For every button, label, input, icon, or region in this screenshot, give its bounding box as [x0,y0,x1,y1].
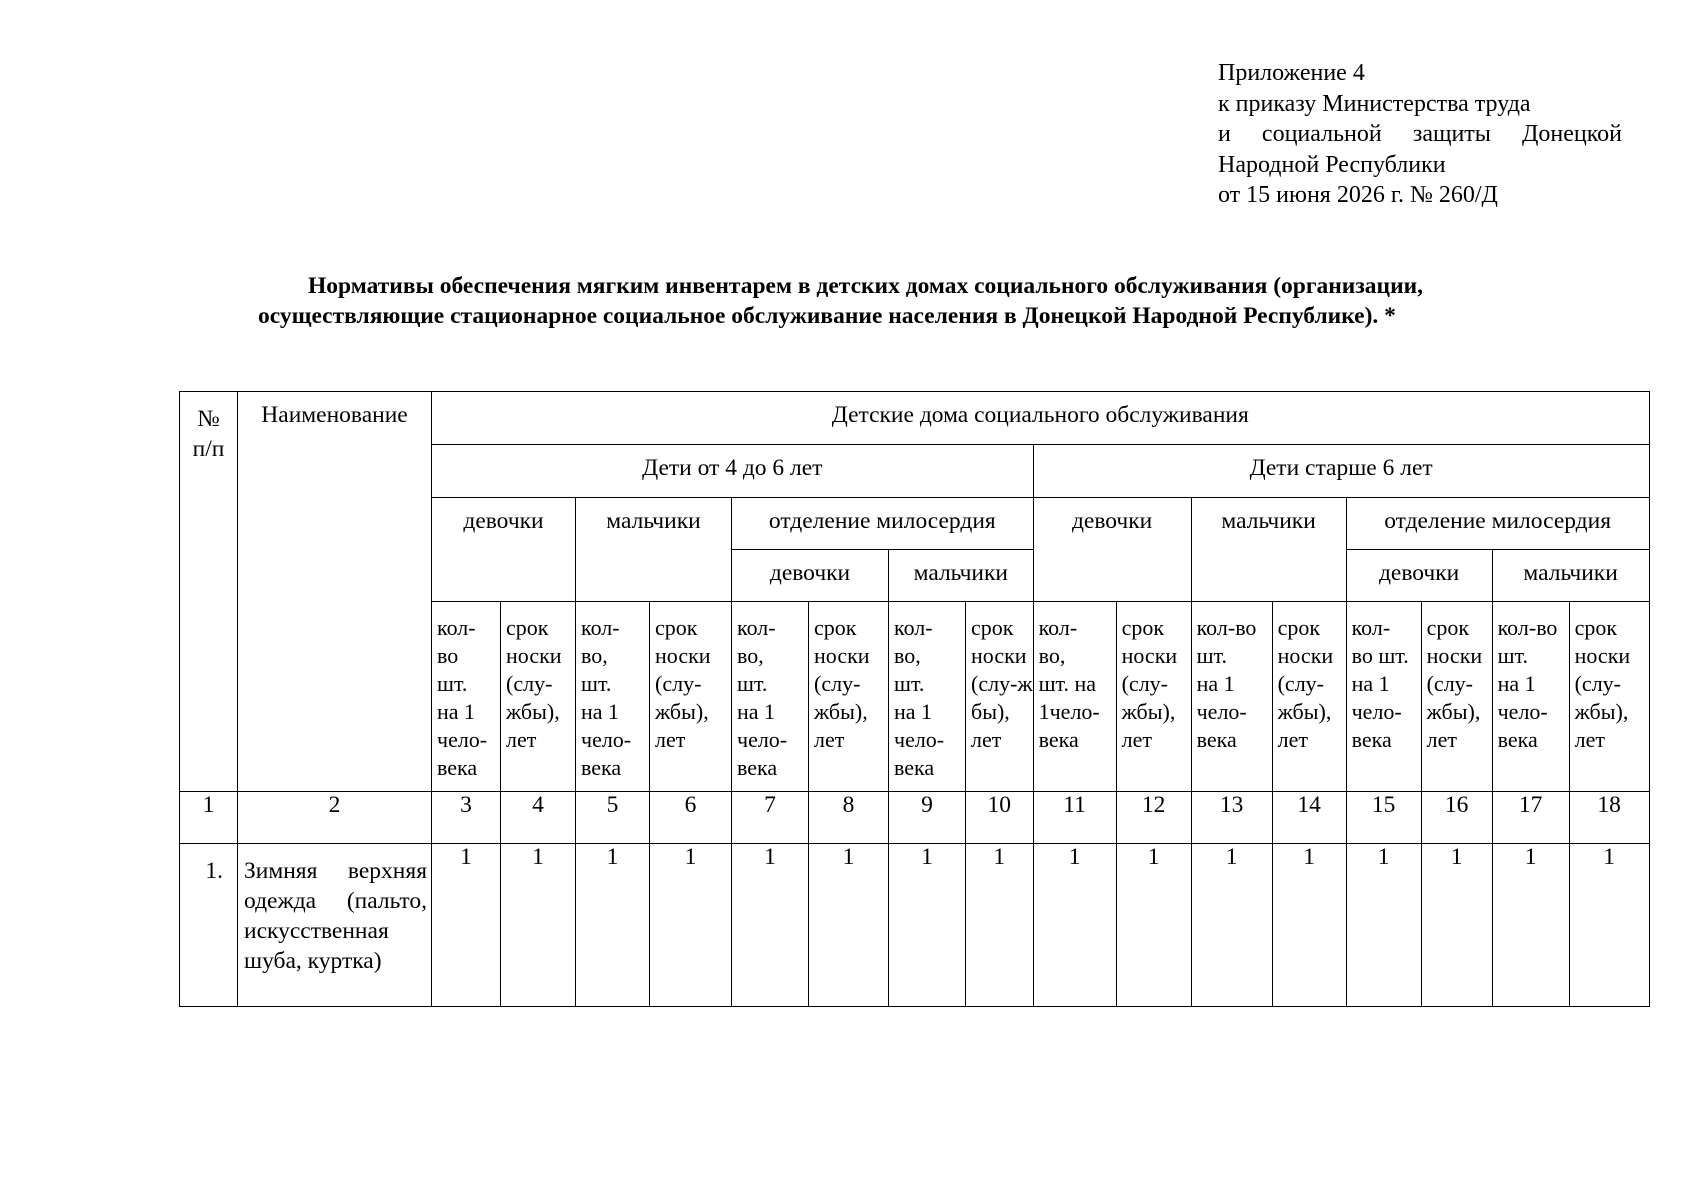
subheader-cell-line: чело- [581,727,632,752]
title-line-2: осуществляющие стационарное социальное обслуживание населения в Донецкой Народной Республике). * [258,303,1396,329]
subheader-cell-line: (слу-ж [971,671,1033,696]
subheader-cell-line: века [894,755,935,780]
subheader-cell-line: шт. на [1038,671,1097,696]
subheader-cell-line: шт. [737,671,768,696]
subheader-cell-line: срок [1121,615,1165,640]
column-number-cell: 16 [1421,792,1492,844]
subheader-cell-line: чело- [894,727,945,752]
subheader-cell-line: жбы), [1121,699,1176,724]
row-value: 1 [1492,844,1569,1007]
subheader-cell-line: во, [737,643,764,668]
appendix-line-3: и социальной защиты Донецкой [1218,121,1622,147]
subheader-cell-line: лет [655,727,686,752]
row-value: 1 [501,844,576,1007]
subheader-cell-line: века [1497,727,1538,752]
row-value: 1 [1272,844,1346,1007]
subheader-cell-line: века [737,755,778,780]
subheader-cell-line: века [1196,727,1237,752]
header-g1-mercy-girls-label: девочки [769,560,851,586]
subheader-cell [1272,602,1346,792]
subheader-cell-line: шт. [437,671,468,696]
subheader-cell-line: жбы), [814,699,868,724]
header-g2-mercy-girls-label: девочки [1378,560,1460,586]
row-value: 1 [1569,844,1649,1007]
header-group-4-6 [432,445,1034,498]
header-main-label: Детские дома социального обслуживания [831,402,1249,428]
column-number-cell: 13 [1191,792,1272,844]
row-value: 1 [1191,844,1272,1007]
header-number-symbol: № [197,406,220,432]
subheader-cell-line: срок [1426,615,1470,640]
subheader-cell-line: (слу- [1426,671,1474,696]
subheader-cell-line: лет [1574,727,1605,752]
subheader-cell-line: чело- [1351,699,1402,724]
subheader-cell [1191,602,1272,792]
row-value: 1 [1421,844,1492,1007]
subheader-cell [1569,602,1649,792]
subheader-cell [1421,602,1492,792]
subheader-cell-line: кол-во [1196,615,1257,640]
column-number-cell: 8 [809,792,889,844]
header-main [432,392,1650,445]
subheader-cell-line: на 1 [1497,671,1536,696]
subheader-cell [1116,602,1191,792]
document-title [0,271,1697,331]
header-g2-mercy-boys-label: мальчики [1523,560,1618,586]
column-number-cell: 6 [650,792,732,844]
subheader-cell-line: кол-во [1497,615,1558,640]
row-value: 1 [966,844,1034,1007]
subheader-cell-line: кол- [437,615,476,640]
header-name-label: Наименование [261,402,408,428]
subheader-cell-line: срок [655,615,698,640]
column-number-cell: 17 [1492,792,1569,844]
subheader-cell-line: на 1 [581,699,620,724]
header-group-4-6-label: Дети от 4 до 6 лет [642,455,823,481]
column-number-cell: 5 [576,792,650,844]
subheader-cell-line: жбы), [1426,699,1481,724]
header-g1-boys-label: мальчики [606,508,701,534]
header-g1-mercy-label: отделение милосердия [768,508,996,534]
header-g1-mercy [732,498,1034,550]
row-value: 1 [1346,844,1421,1007]
row-value: 1 [650,844,732,1007]
subheader-cell-line: (слу- [506,671,553,696]
subheader-cell-line: шт. [894,671,925,696]
subheader-cell-line: 1чело- [1038,699,1100,724]
subheader-cell [650,602,732,792]
header-g1-mercy-girls [732,550,889,602]
header-g1-mercy-boys-label: мальчики [913,560,1008,586]
subheader-cell-line: на 1 [437,699,476,724]
header-g1-girls-label: девочки [463,508,544,534]
subheader-cell-line: во, [581,643,608,668]
subheader-cell-line: срок [971,615,1014,640]
subheader-cell-line: шт. [1497,643,1529,668]
subheader-cell-line: кол- [894,615,933,640]
subheader-cell-line: жбы), [1574,699,1629,724]
column-number-cell: 10 [966,792,1034,844]
column-number-cell: 18 [1569,792,1649,844]
subheader-cell-line: срок [1574,615,1618,640]
row-item-name: Зимняя верхняя одежда (пальто, искусственная шуба, куртка) [238,844,432,1007]
subheader-cell-line: века [1351,727,1392,752]
subheader-cell-line: (слу- [1574,671,1622,696]
header-g1-mercy-boys [889,550,1034,602]
subheader-cell-line: во шт. [1351,643,1409,668]
row-value: 1 [809,844,889,1007]
column-number-cell: 14 [1272,792,1346,844]
subheader-cell-line: на 1 [894,699,933,724]
header-g2-girls-label: девочки [1071,508,1153,534]
subheader-cell [966,602,1034,792]
subheader-cell [501,602,576,792]
subheader-cell-line: на 1 [1196,671,1235,696]
column-number-cell: 3 [432,792,501,844]
row-value: 1 [576,844,650,1007]
header-name [238,392,432,792]
header-g2-girls [1033,498,1191,602]
subheader-cell-line: лет [1121,727,1152,752]
header-g2-mercy [1346,498,1649,550]
appendix-line-1: Приложение 4 [1218,60,1365,86]
subheader-cell-line: чело- [437,727,488,752]
subheader-cell-line: во, [894,643,921,668]
subheader-cell-line: носки [655,643,711,668]
subheader-cell [889,602,966,792]
subheader-cell-line: жбы), [506,699,560,724]
subheader-cell-line: срок [814,615,857,640]
subheader-cell-line: срок [1277,615,1321,640]
subheader-cell-line: носки [1426,643,1483,668]
subheader-cell-line: века [581,755,622,780]
subheader-cell-line: чело- [1497,699,1548,724]
appendix-line-4: Народной Республики [1218,151,1446,178]
subheader-cell [576,602,650,792]
row-value: 1 [1116,844,1191,1007]
subheader-cell-line: кол- [1038,615,1078,640]
title-line-1: Нормативы обеспечения мягким инвентарем в детских домах социального обслуживания (организации, [308,273,1424,299]
row-value: 1 [432,844,501,1007]
appendix-line-2: к приказу Министерства труда [1218,90,1531,117]
subheader-cell-line: жбы), [1277,699,1332,724]
subheader-cell-line: шт. [581,671,612,696]
subheader-cell-line: чело- [1196,699,1247,724]
column-number-cell: 12 [1116,792,1191,844]
column-number-row [180,792,1650,844]
column-number-cell: 1 [180,792,238,844]
column-number-cell: 9 [889,792,966,844]
row-value: 1 [1033,844,1116,1007]
column-number-cell: 7 [732,792,809,844]
subheader-cell [432,602,501,792]
subheader-cell-line: носки [971,643,1027,668]
column-number-cell: 15 [1346,792,1421,844]
subheader-cell-line: носки [1574,643,1631,668]
subheader-cell-line: (слу- [1121,671,1169,696]
subheader-cell-line: кол- [1351,615,1391,640]
subheader-cell-line: века [1038,727,1079,752]
header-number [180,392,238,792]
subheader-cell-line: лет [1426,727,1457,752]
subheader-cell [809,602,889,792]
subheader-cell [1033,602,1116,792]
subheader-cell-line: лет [814,727,845,752]
subheader-cell-line: (слу- [814,671,861,696]
row-number: 1. [180,844,238,1007]
column-number-cell: 4 [501,792,576,844]
subheader-cell [1492,602,1569,792]
column-number-cell: 2 [238,792,432,844]
subheader-cell-line: срок [506,615,549,640]
subheader-cell-line: бы), [971,699,1010,724]
subheader-cell-line: шт. [1196,643,1228,668]
subheader-cell-line: носки [506,643,562,668]
subheader-cell-line: кол- [737,615,776,640]
row-value: 1 [732,844,809,1007]
header-g2-mercy-girls [1346,550,1492,602]
subheader-cell-line: кол- [581,615,620,640]
subheader-cell-line: носки [1121,643,1178,668]
norms-table [179,391,1650,1007]
subheader-cell-line: лет [1277,727,1308,752]
header-number-abbr: п/п [192,436,225,462]
subheader-cell-line: лет [506,727,537,752]
subheader-cell-line: (слу- [655,671,702,696]
appendix-header [1218,58,1622,211]
subheader-cell-line: (слу- [1277,671,1325,696]
subheader-cell-line: во [437,643,459,668]
subheader-cell-line: на 1 [737,699,776,724]
subheader-cell-line: века [437,755,478,780]
subheader-cell [1346,602,1421,792]
table-row [180,844,1650,1007]
header-g1-girls [432,498,576,602]
appendix-line-5: от 15 июня 2026 г. № 260/Д [1218,182,1498,208]
row-value: 1 [889,844,966,1007]
header-g2-boys-label: мальчики [1221,508,1316,534]
header-g2-mercy-label: отделение милосердия [1384,508,1612,534]
subheader-cell-line: чело- [737,727,788,752]
subheader-cell-line: жбы), [655,699,709,724]
subheader-cell-line: во, [1038,643,1066,668]
header-g1-boys [576,498,732,602]
header-g2-boys [1191,498,1346,602]
header-g2-mercy-boys [1492,550,1649,602]
subheader-cell-line: носки [1277,643,1334,668]
subheader-cell-line: носки [814,643,870,668]
subheader-cell [732,602,809,792]
header-group-over-6 [1033,445,1649,498]
column-number-cell: 11 [1033,792,1116,844]
subheader-cell-line: на 1 [1351,671,1390,696]
header-group-over-6-label: Дети старше 6 лет [1249,455,1433,481]
subheader-cell-line: лет [971,727,1002,752]
